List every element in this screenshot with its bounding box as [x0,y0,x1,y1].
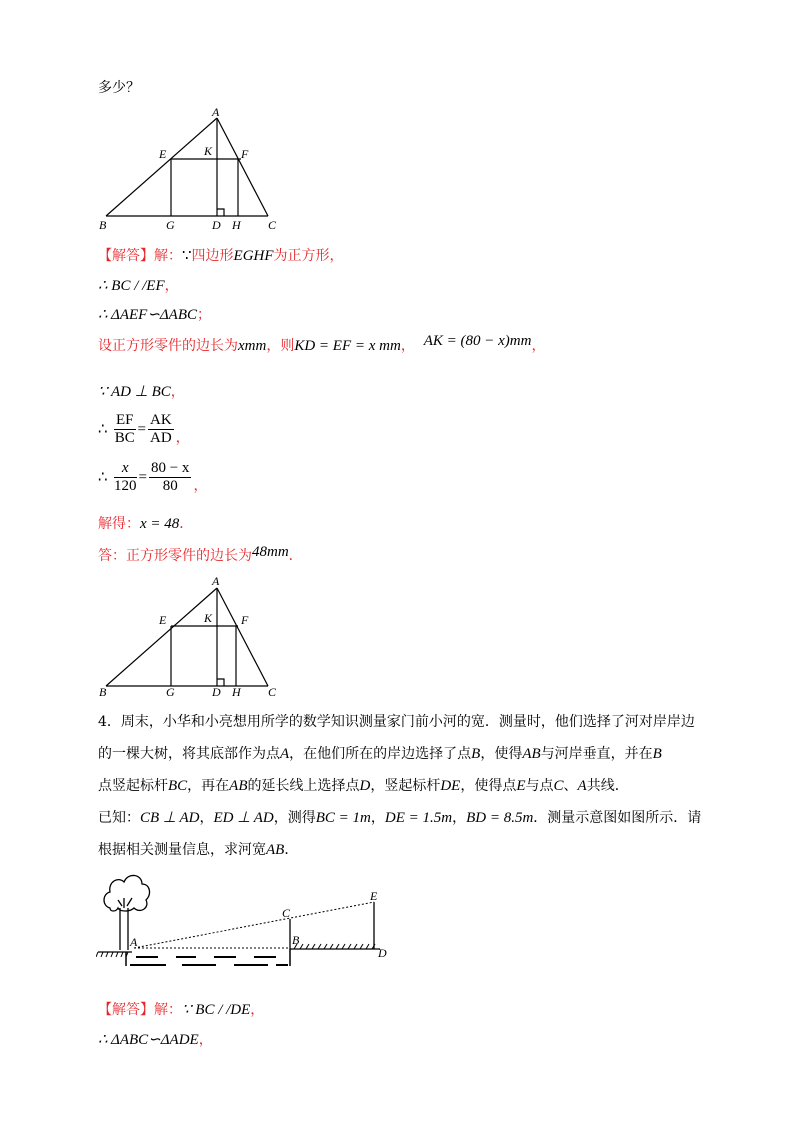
label-h: H [232,218,241,232]
comma: ， [198,1032,213,1048]
text: ， [452,810,467,826]
label-e: E [370,889,378,903]
math-ak: AK = (80 − x)mm [423,333,532,349]
label-e: E [159,613,167,627]
label-b: B [99,685,107,699]
label-k: K [204,611,213,625]
math: C [553,778,564,794]
text: ，使得 [480,746,523,762]
text: ，竖起标杆 [370,778,441,794]
numerator: AK [149,412,172,428]
math: DE = 1.5m [384,810,453,826]
label-b: B [99,218,107,232]
text-quadrilateral: 四边形 [191,248,234,264]
math: BD = 8.5m [466,810,534,826]
because-symbol: ∵ [182,248,192,264]
solution-line-4 [98,333,546,356]
text: ，使得点 [460,778,517,794]
fraction-ak-ad [148,412,174,447]
math-parallel: ∵ BC / /DE [182,1002,251,1018]
semicolon: ； [197,307,212,323]
text-is-square: 为正方形， [273,248,344,264]
math-x-48: x = 48 [140,516,180,532]
label-h: H [232,685,241,699]
fraction-80x-80 [149,460,191,495]
label-d: D [212,218,221,232]
solution-fraction-1 [98,412,190,447]
solution2-line-1 [98,1000,264,1020]
math: A [577,778,587,794]
triangle-figure-2 [96,574,296,703]
triangle-figure-1 [96,104,296,238]
denominator: 120 [114,478,137,494]
problem-line-4 [98,802,708,834]
label-a: A [130,935,138,949]
solution-line-5 [98,382,185,402]
math-similar: ∴ ΔABC∽ΔADE [98,1032,199,1048]
therefore-symbol: ∴ [98,469,108,486]
text: ． [284,842,299,858]
math-perpendicular: ∵ AD ⊥ BC [98,384,171,400]
solution-line-3 [98,305,211,325]
text-solve: 解得： [98,516,140,532]
math-similar: ∴ ΔAEF∽ΔABC [98,307,198,323]
math: AB [229,778,248,794]
problem-line-3 [98,770,708,802]
math-xmm: xmm [238,338,267,354]
comma: ， [250,1002,265,1018]
text: ，再在 [187,778,230,794]
text: 、 [563,778,578,794]
text: ，测得 [273,810,316,826]
equals: = [138,469,147,486]
math-kd-ef: KD = EF = x mm [294,338,401,354]
math: CB ⊥ AD [140,810,200,826]
label-c: C [282,906,291,920]
math-48mm: 48mm [252,544,289,560]
text: ．测量示意图如图所示．请 [533,810,702,826]
text: 与点 [525,778,554,794]
text-let-side: 设正方形零件的边长为 [98,338,238,354]
solution-line-6 [98,514,193,534]
numerator: x [114,460,137,478]
solution2-line-2 [98,1030,213,1050]
label-k: K [204,144,213,158]
comma: ， [531,338,546,354]
math: AB [522,746,541,762]
fraction-x-120 [114,460,137,495]
therefore-symbol: ∴ [98,421,108,438]
equals: = [137,421,146,438]
label-a: A [212,105,220,119]
comma: ， [164,278,179,294]
text: ， [370,810,385,826]
text-answer: 答：正方形零件的边长为 [98,548,252,564]
text: ， [199,810,214,826]
math: E [516,778,526,794]
solution-line-2 [98,276,179,296]
math-egfh: EGHF [233,248,274,264]
label-g: G [166,218,175,232]
comma: ， [170,384,185,400]
text: 已知： [98,810,140,826]
text: 共线． [586,778,629,794]
solution-fraction-2 [98,460,207,495]
fraction-ef-bc [114,412,136,447]
label-g: G [166,685,175,699]
math: A [280,746,290,762]
continuation-text: 多少？ [98,80,140,96]
text-then: ，则 [266,338,295,354]
period: ． [179,516,194,532]
denominator: BC [114,430,135,446]
jie-label: 解： [154,248,182,264]
problem-line-1: 4．周末，小华和小亮想用所学的数学知识测量家门前小河的宽．测量时，他们选择了河对岸岸边 [98,714,695,730]
solution-line-7 [98,546,303,566]
text: 的延长线上选择点 [247,778,360,794]
math: D [359,778,371,794]
answer-tag: 【解答】 [98,1002,154,1018]
river-measurement-figure [96,862,396,976]
math: DE [440,778,461,794]
label-e: E [159,147,167,161]
label-f: F [241,147,249,161]
text: 点竖起标杆 [98,778,168,794]
label-c: C [268,218,277,232]
denominator: AD [149,430,172,446]
math-parallel: ∴ BC / /EF [98,278,165,294]
numerator: 80 − x [150,460,190,476]
answer-tag: 【解答】 [98,248,154,264]
denominator: 80 [162,478,178,494]
math: BC = 1m [315,810,371,826]
problem-4 [98,706,708,866]
jie-label: 解： [154,1002,182,1018]
solution-line-1 [98,246,344,266]
math: AB [266,842,285,858]
label-c: C [268,685,277,699]
math: B [471,746,481,762]
text: 根据相关测量信息，求河宽 [98,842,266,858]
comma: ， [400,338,415,354]
comma: ， [175,429,190,446]
math: B [652,746,662,762]
text: 的一棵大树，将其底部作为点 [98,746,280,762]
text: ，在他们所在的岸边选择了点 [289,746,472,762]
math: ED ⊥ AD [213,810,274,826]
comma: ， [193,477,208,494]
text: 与河岸垂直，并在 [540,746,653,762]
label-b: B [292,933,300,947]
label-a: A [212,574,220,588]
label-f: F [241,613,249,627]
problem-line-2 [98,738,708,770]
numerator: EF [116,412,134,428]
label-d: D [212,685,221,699]
math: BC [168,778,188,794]
period: ． [288,548,303,564]
tree-icon [104,875,149,950]
label-d: D [378,946,387,960]
